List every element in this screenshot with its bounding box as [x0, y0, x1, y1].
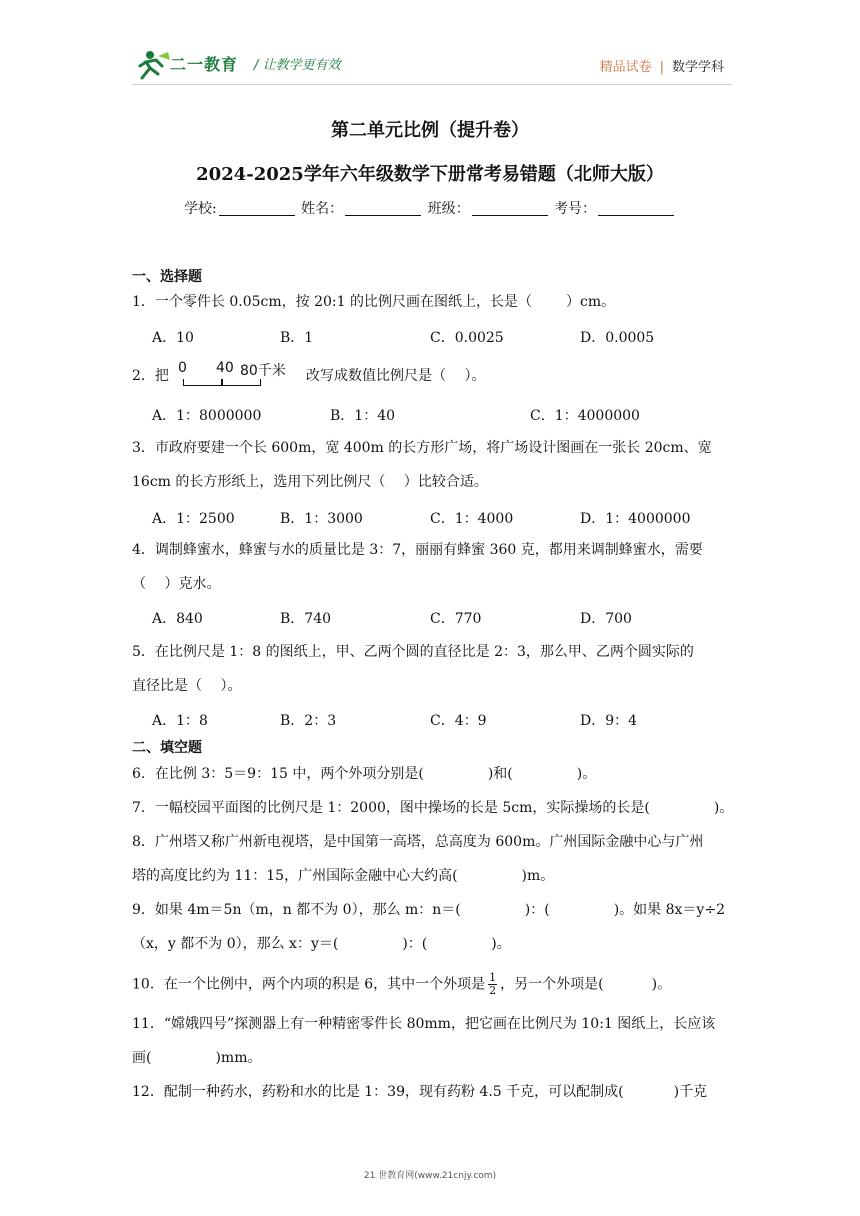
page-subtitle: 2024-2025学年六年级数学下册常考易错题（北师大版）: [196, 164, 664, 185]
q5-option-c[interactable]: C．4：9: [430, 713, 487, 729]
q11-b: )mm。: [215, 1050, 262, 1066]
q7-a: 7．一幅校园平面图的比例尺是 1：2000，图中操场的长是 5cm，实际操场的长是(: [132, 800, 650, 816]
badge-separator: |: [659, 60, 664, 75]
q9-e: )：(: [402, 936, 428, 952]
section-fill: 二、填空题: [132, 740, 202, 756]
name-blank[interactable]: [345, 201, 421, 216]
question-9-line1: [132, 900, 732, 920]
q1-option-c[interactable]: C．0.0025: [430, 330, 504, 346]
q1-option-b[interactable]: B．1: [280, 330, 314, 346]
q2-option-c[interactable]: C．1：4000000: [530, 408, 640, 424]
fraction-numerator: 1: [489, 971, 497, 984]
q1-tail: ）cm。: [565, 294, 616, 310]
q9-a: 9．如果 4m＝5n（m，n 都不为 0），那么 m：n＝(: [132, 902, 461, 918]
question-1: [132, 292, 732, 312]
question-9-line2: [132, 934, 732, 954]
q4-option-b[interactable]: B．740: [280, 611, 332, 627]
class-blank[interactable]: [472, 201, 548, 216]
q9-b: )：(: [524, 902, 550, 918]
q1-option-d[interactable]: D．0.0005: [580, 330, 655, 346]
question-10: [132, 972, 732, 997]
q4-option-c[interactable]: C．770: [430, 611, 482, 627]
class-label: 班级：: [427, 201, 470, 217]
fraction-one-half: [488, 972, 497, 997]
badge-left: 精品试卷: [599, 60, 652, 75]
page-header: [132, 44, 732, 84]
header-divider: [132, 84, 732, 85]
q9-f: )。: [491, 936, 511, 952]
q9-c: )。如果 8x＝y÷2: [613, 902, 725, 918]
q1-text: 1．一个零件长 0.05cm，按 20:1 的比例尺画在图纸上，长是（: [132, 294, 532, 310]
scale-tick-40: 40: [216, 360, 234, 376]
q8-a: 塔的高度比约为 11：15，广州国际金融中心大约高(: [132, 868, 458, 884]
scale-tick-80: 80千米: [240, 363, 286, 379]
subject-badge: [600, 56, 724, 75]
question-4-line1: 4．调制蜂蜜水，蜂蜜与水的质量比是 3：7，丽丽有蜂蜜 360 克，都用来调制蜂蜜水，需要: [132, 542, 703, 558]
badge-right: 数学学科: [671, 60, 724, 75]
q4-option-d[interactable]: D．700: [580, 611, 632, 627]
number-label: 考号：: [554, 201, 597, 217]
question-12: [132, 1082, 732, 1102]
q3-option-b[interactable]: B．1：3000: [280, 511, 363, 527]
question-3-line1: 3．市政府要建一个长 600m，宽 400m 的长方形广场，将广场设计图画在一张长 20cm、宽: [132, 440, 712, 456]
q7-b: )。: [713, 800, 734, 816]
school-label: 学校:: [183, 201, 217, 217]
logo-text: 二一教育: [170, 55, 239, 74]
q5-option-d[interactable]: D．9：4: [580, 713, 638, 729]
question-5-line2: 直径比是（ ）。: [132, 678, 242, 694]
q2-option-a[interactable]: A．1：8000000: [152, 408, 262, 424]
question-8-line1: 8．广州塔又称广州新电视塔，是中国第一高塔，总高度为 600m。广州国际金融中心与广州: [132, 834, 704, 850]
q10-c: )。: [651, 976, 672, 993]
q11-a: 画(: [132, 1050, 152, 1066]
q10-a: 10．在一个比例中，两个内项的积是 6，其中一个外项是: [132, 976, 486, 993]
section-choice: 一、选择题: [132, 269, 202, 285]
page-title: 第二单元比例（提升卷）: [331, 120, 529, 141]
school-blank[interactable]: [219, 201, 295, 216]
page-footer: 21 世教育网(www.21cnjy.com): [363, 1171, 497, 1181]
q4-option-a[interactable]: A．840: [152, 611, 203, 627]
question-11-line1: 11．“嫦娥四号”探测器上有一种精密零件长 80mm，把它画在比例尺为 10:1 图纸上，长应该: [132, 1016, 716, 1032]
q9-d: （x，y 都不为 0），那么 x：y＝(: [132, 936, 339, 952]
q2-post: 改写成数值比例尺是（ ）。: [306, 368, 486, 384]
question-11-line2: [132, 1048, 732, 1068]
q6-b: )和(: [487, 766, 513, 782]
student-info: [0, 198, 860, 218]
q3-option-d[interactable]: D．1：4000000: [580, 511, 691, 527]
q6-a: 6．在比例 3：5＝9：15 中，两个外项分别是(: [132, 766, 424, 782]
slogan: / 让教学更有效: [254, 58, 341, 73]
scale-tick-0: 0: [178, 360, 187, 376]
q12-b: )千克: [673, 1084, 708, 1100]
scale-mid-tick: [221, 379, 223, 386]
q2-pre: 2．把: [132, 368, 169, 384]
q5-option-a[interactable]: A．1：8: [152, 713, 208, 729]
question-7: [132, 798, 732, 818]
scale-bar: [178, 360, 298, 390]
question-8-line2: [132, 866, 732, 886]
q3-option-a[interactable]: A．1：2500: [152, 511, 235, 527]
q1-option-a[interactable]: A．10: [152, 330, 194, 346]
q6-c: )。: [576, 766, 597, 782]
q12-a: 12．配制一种药水，药粉和水的比是 1：39，现有药粉 4.5 千克，可以配制成(: [132, 1084, 624, 1100]
fraction-denominator: 2: [489, 984, 497, 997]
question-3-line2: 16cm 的长方形纸上，选用下列比例尺（ ）比较合适。: [132, 474, 488, 490]
q8-b: )m。: [521, 868, 555, 884]
q2-option-b[interactable]: B．1：40: [330, 408, 396, 424]
q10-b: ，另一个外项是(: [500, 976, 604, 993]
question-4-line2: （ ）克水。: [132, 576, 221, 592]
q5-option-b[interactable]: B．2：3: [280, 713, 337, 729]
question-6: [132, 764, 732, 784]
name-label: 姓名：: [301, 201, 344, 217]
number-blank[interactable]: [598, 201, 674, 216]
question-5-line1: 5．在比例尺是 1：8 的图纸上，甲、乙两个圆的直径比是 2：3，那么甲、乙两个圆实际的: [132, 644, 694, 660]
q3-option-c[interactable]: C．1：4000: [430, 511, 514, 527]
